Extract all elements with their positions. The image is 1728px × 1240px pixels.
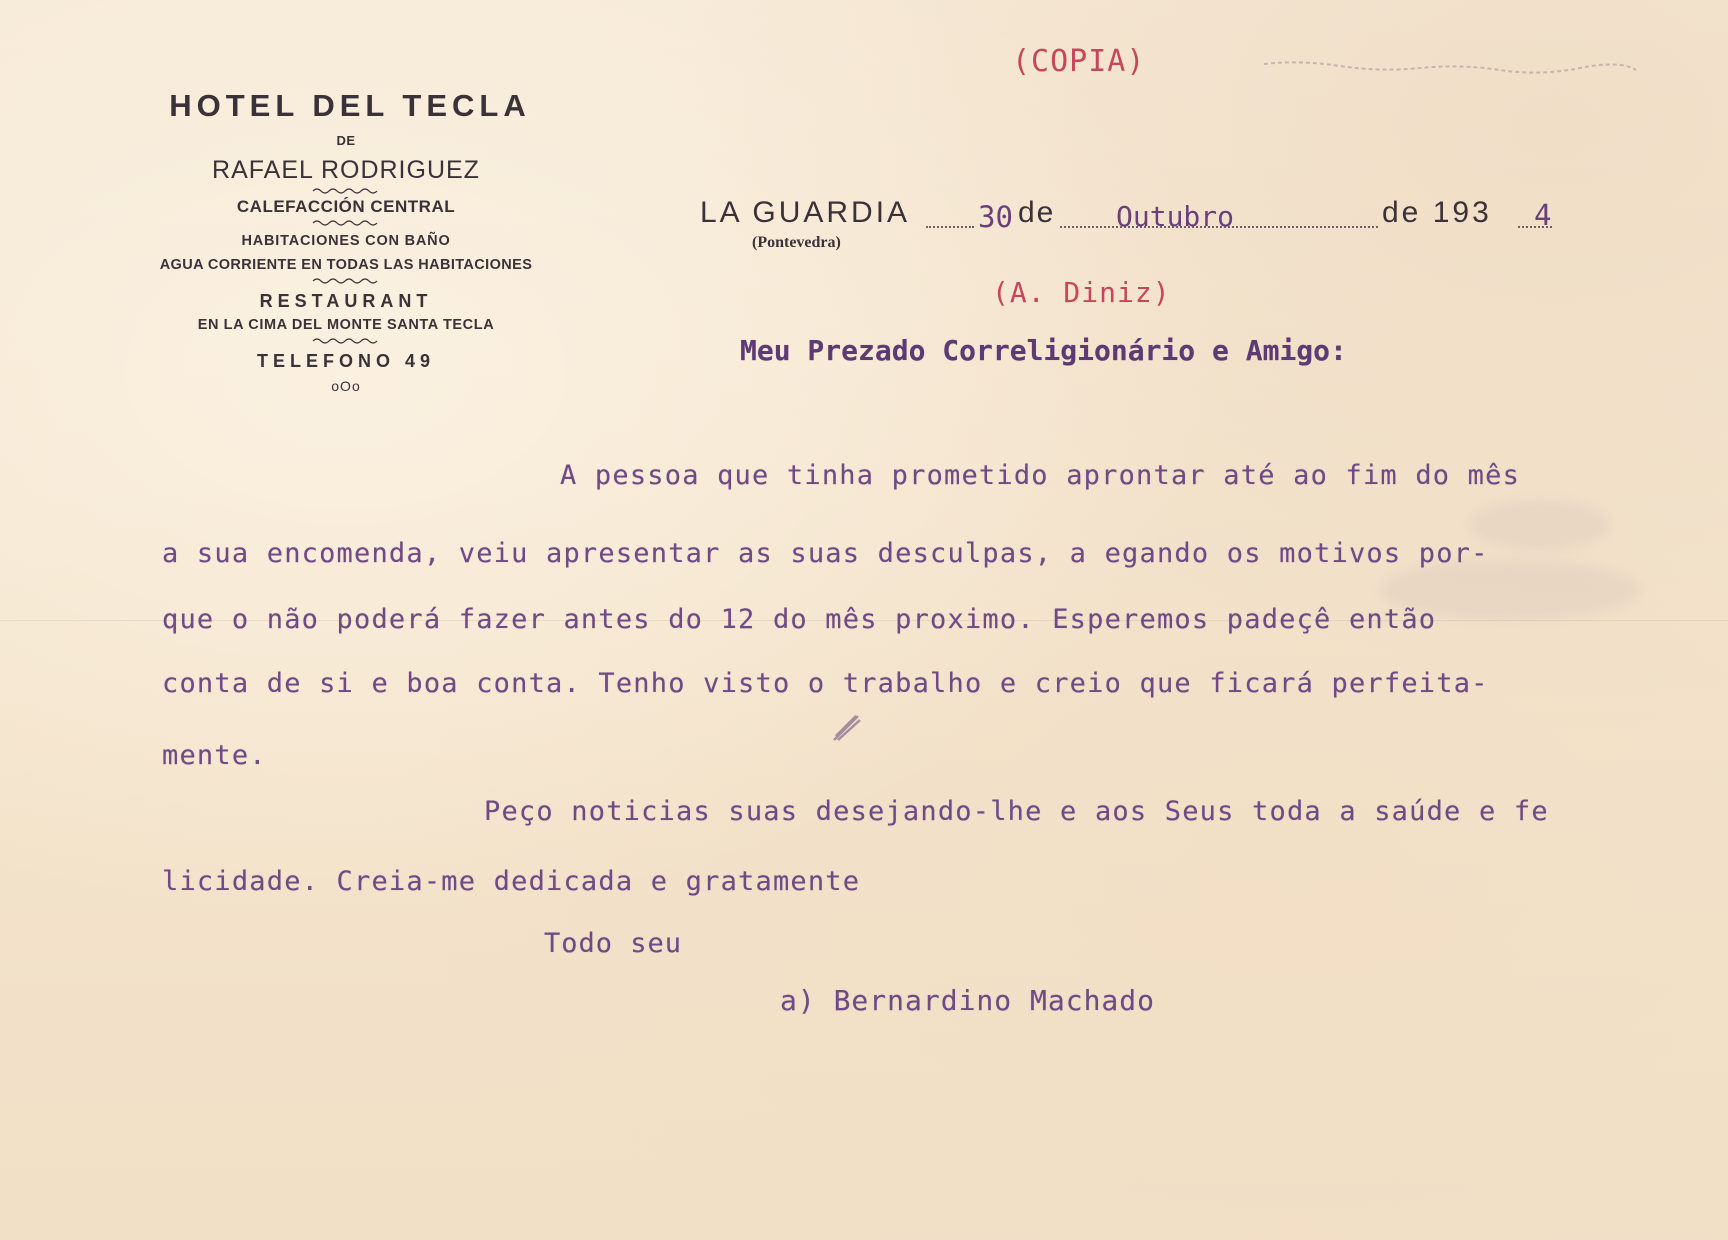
summit-line: EN LA CIMA DEL MONTE SANTA TECLA — [197, 317, 495, 333]
body-line: mente. — [162, 740, 267, 771]
dotted-line — [926, 226, 974, 228]
date-de: de — [1018, 196, 1056, 229]
recipient: (A. Diniz) — [992, 276, 1171, 309]
closing: Todo seu — [544, 928, 683, 959]
letterhead — [120, 88, 572, 394]
date-day: 30 — [978, 200, 1013, 234]
wavy-divider-icon — [311, 336, 381, 346]
wavy-divider-icon — [311, 218, 381, 228]
rooms-bath-line: HABITACIONES CON BAÑO — [241, 233, 451, 249]
letterhead-de: DE — [336, 133, 356, 148]
phone-line: TELEFONO 49 — [256, 351, 436, 371]
body-line: licidade. Creia-me dedicada e gratamente — [162, 866, 861, 897]
hotel-name: HOTEL DEL TECLA — [169, 88, 531, 123]
salutation: Meu Prezado Correligionário e Amigo: — [740, 334, 1347, 367]
signature: a) Bernardino Machado — [780, 984, 1156, 1017]
body-line: A pessoa que tinha prometido aprontar até ao fim do mês — [560, 460, 1521, 491]
date-year-prefix: de 193 — [1382, 196, 1492, 229]
pencil-mark-icon — [830, 710, 864, 744]
owner-name: RAFAEL RODRIGUEZ — [212, 156, 480, 184]
date-line — [700, 196, 1580, 251]
copy-mark: (COPIA) — [1012, 44, 1146, 79]
restaurant-line: RESTAURANT — [259, 291, 433, 311]
running-water-line: AGUA CORRIENTE EN TODAS LAS HABITACIONES — [159, 257, 533, 273]
wavy-divider-icon — [311, 186, 381, 196]
date-month: Outubro — [1116, 200, 1235, 233]
body-line: conta de si e boa conta. Tenho visto o trabalho e creio que ficará perfeita- — [162, 668, 1489, 699]
faint-scribble-icon — [1260, 58, 1640, 78]
body-line: que o não poderá fazer antes do 12 do mês proximo. Esperemos padeçê então — [162, 604, 1437, 635]
ink-smudge — [1470, 500, 1610, 550]
body-line: a sua encomenda, veiu apresentar as suas desculpas, a egando os motivos por- — [162, 538, 1489, 569]
region: (Pontevedra) — [752, 234, 841, 251]
heating-line: CALEFACCIÓN CENTRAL — [236, 197, 456, 216]
city: LA GUARDIA — [700, 196, 911, 229]
body-line: Peço noticias suas desejando-lhe e aos Seus toda a saúde e fe — [484, 796, 1549, 827]
date-year-digit: 4 — [1534, 198, 1552, 232]
letterhead-ornament: oOo — [331, 378, 361, 394]
wavy-divider-icon — [311, 276, 381, 286]
